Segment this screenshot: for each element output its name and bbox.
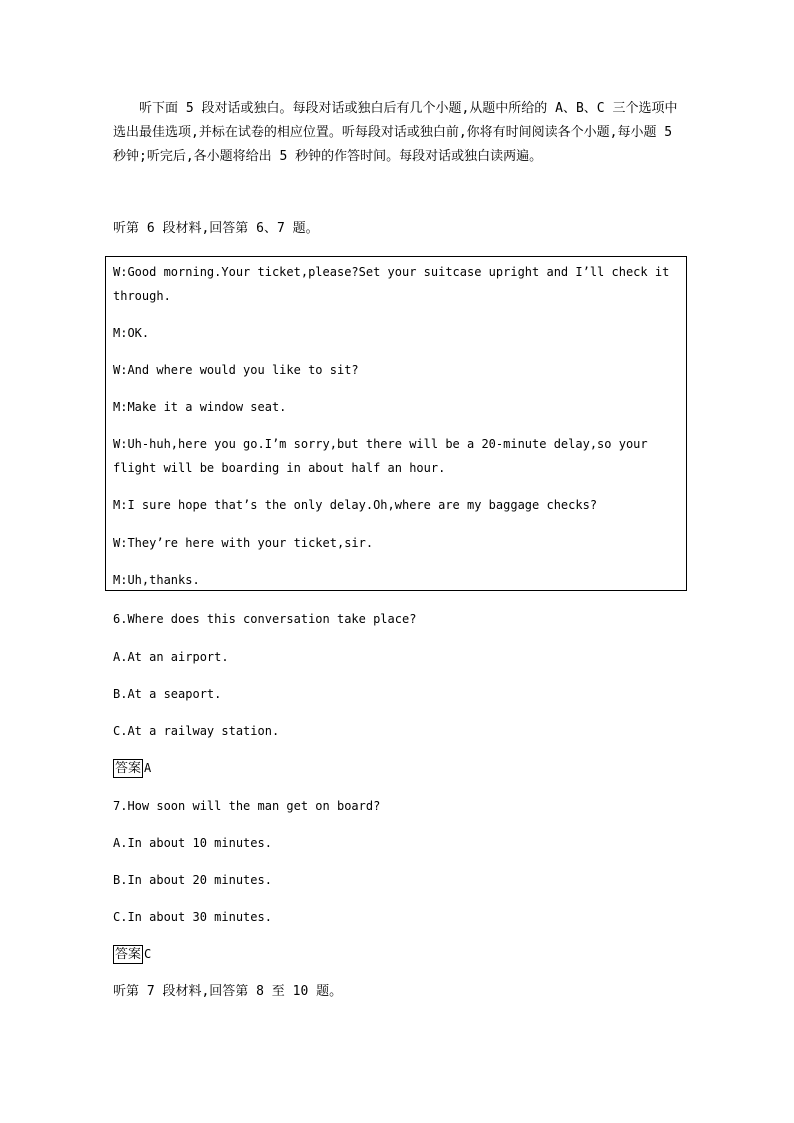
question-6-option-c: C.At a railway station. <box>113 724 280 738</box>
dialogue-line-7: W:They’re here with your ticket,sir. <box>113 536 374 550</box>
dialogue-line-8: M:Uh,thanks. <box>113 573 200 587</box>
question-6-stem: 6.Where does this conversation take place? <box>113 612 417 626</box>
dialogue-line-3: W:And where would you like to sit? <box>113 363 359 377</box>
answer-label-box: 答案 <box>115 947 142 962</box>
instructions-paragraph: 听下面 5 段对话或独白。每段对话或独白后有几个小题,从题中所给的 A、B、C 三个选项中选出最佳选项,并标在试卷的相应位置。听每段对话或独白前,你将有时间阅读各个小题,每小题 5 秒钟;听完后,各小题将给出 5 秒钟的作答时间。每段对话或独白读两遍。 <box>113 101 678 164</box>
section-7-heading: 听第 7 段材料,回答第 8 至 10 题。 <box>113 984 343 999</box>
dialogue-transcript-box <box>105 256 687 591</box>
section-6-heading: 听第 6 段材料,回答第 6、7 题。 <box>113 221 319 236</box>
question-7-option-b: B.In about 20 minutes. <box>113 873 272 887</box>
dialogue-line-6: M:I sure hope that’s the only delay.Oh,where are my baggage checks? <box>113 498 598 512</box>
answer-value: C <box>144 947 152 961</box>
question-7-answer <box>113 945 151 964</box>
dialogue-line-5: W:Uh-huh,here you go.I’m sorry,but there will be a 20-minute delay,so your flight will be boarding in about half an hour. <box>113 437 648 475</box>
answer-value: A <box>144 761 152 775</box>
question-7-option-a: A.In about 10 minutes. <box>113 836 272 850</box>
dialogue-line-4: M:Make it a window seat. <box>113 400 287 414</box>
question-6-answer <box>113 759 151 778</box>
question-6-option-a: A.At an airport. <box>113 650 229 664</box>
dialogue-line-1: W:Good morning.Your ticket,please?Set your suitcase upright and I’ll check it through. <box>113 265 670 303</box>
question-7-option-c: C.In about 30 minutes. <box>113 910 272 924</box>
dialogue-line-2: M:OK. <box>113 326 150 340</box>
question-7-stem: 7.How soon will the man get on board? <box>113 799 381 813</box>
question-6-option-b: B.At a seaport. <box>113 687 222 701</box>
answer-label-box: 答案 <box>115 761 142 776</box>
